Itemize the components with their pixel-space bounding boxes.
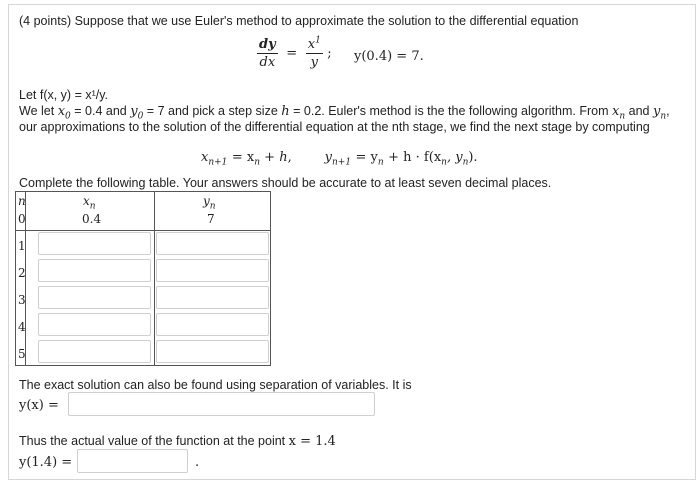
table-instructions: Complete the following table. Your answers should be accurate to at least seven decimal places. — [19, 176, 552, 190]
row-4-x-input[interactable] — [38, 313, 151, 336]
problem-panel — [8, 4, 696, 480]
x0-text: = 0.4 and — [74, 104, 127, 118]
header-xn: $x_n$ — [83, 194, 96, 212]
row-1-x-input[interactable] — [38, 232, 151, 255]
function-definition — [19, 88, 108, 103]
and-text: and — [628, 104, 650, 118]
row-5-x-input[interactable] — [38, 340, 151, 363]
actual-value-input[interactable] — [77, 449, 188, 473]
recurrence-y-text: = y — [355, 150, 378, 165]
problem-intro: (4 points) Suppose that we use Euler's method to approximate the solution to the differential equation — [19, 14, 579, 28]
row-2-x-input[interactable] — [38, 259, 151, 282]
actual-value-label: y(1.4) = — [19, 455, 73, 470]
differential-equation: $\frac{dy}{dx}$ = $\frac{x^1}{y}$ ; — [259, 35, 332, 70]
recurrence-tail-text: + h · f(x — [388, 150, 442, 165]
y0-text: = 7 and pick a step size — [146, 104, 278, 118]
row-0-x: 0.4 — [82, 212, 102, 226]
algorithm-sentence: We let $x_0 = 0.4$ and $y_0 = 7$ and pick a step size h = 0.2. Euler's method is the the following algorithm. From $x_n$ and $y_n$, — [19, 104, 670, 122]
row-0-n: 0 — [18, 212, 26, 226]
actual-value-sentence: Thus the actual value of the function at the point — [19, 434, 286, 448]
row-4-y-input[interactable] — [156, 313, 269, 336]
exact-solution-input[interactable] — [68, 392, 375, 416]
exact-solution-label: y(x) = — [19, 398, 59, 413]
row-2-y-input[interactable] — [156, 259, 269, 282]
row-4-n: 4 — [18, 320, 26, 334]
row-2-n: 2 — [18, 266, 26, 280]
header-n: n — [18, 194, 26, 208]
algorithm-sentence-2: our approximations to the solution of the differential equation at the nth stage, we find the next stage by computing — [19, 120, 650, 134]
recurrence-formula: $x_{n+1} = x_n + h$, $y_{n+1} = y_n + h \cdot f(x_n$, $y_n$). — [201, 150, 478, 168]
row-1-y-input[interactable] — [156, 232, 269, 255]
function-definition-text: Let f(x, y) = x¹/y. — [19, 88, 109, 102]
row-0-y: 7 — [207, 212, 215, 226]
trailing-period: . — [195, 455, 200, 470]
row-3-x-input[interactable] — [38, 286, 151, 309]
initial-condition: y(0.4) = 7. — [354, 49, 424, 64]
step-size-text: = 0.2. Euler's method is the the following algorithm. From — [293, 104, 609, 118]
actual-value-text — [19, 434, 336, 449]
row-1-n: 1 — [18, 239, 26, 253]
we-let-text: We let — [19, 104, 55, 118]
actual-point: x = 1.4 — [288, 434, 336, 449]
exact-solution-text: The exact solution can also be found using separation of variables. It is — [19, 378, 412, 392]
row-3-n: 3 — [18, 293, 26, 307]
row-5-y-input[interactable] — [156, 340, 269, 363]
row-3-y-input[interactable] — [156, 286, 269, 309]
header-yn: $y_n$ — [203, 194, 216, 212]
recurrence-x-text: = x — [231, 150, 255, 165]
row-5-n: 5 — [18, 347, 26, 361]
